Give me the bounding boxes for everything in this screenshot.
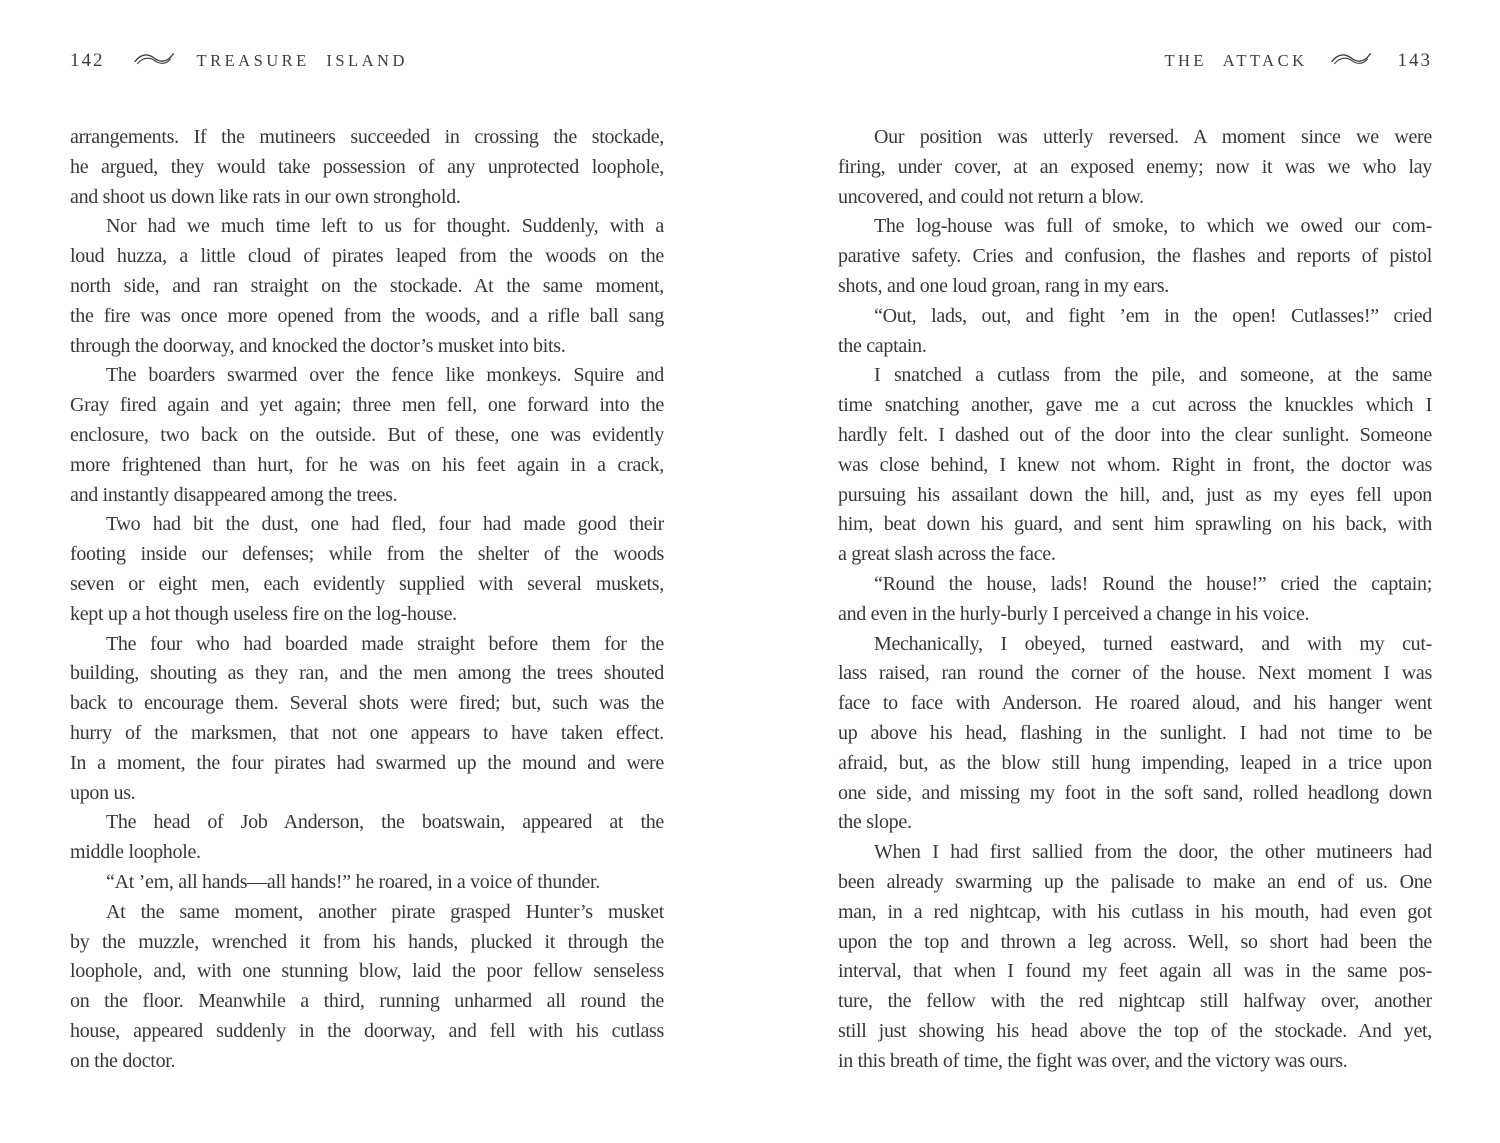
- text-line: When I had first sallied from the door, the other mutineers had: [874, 841, 1432, 864]
- text-line: man, in a red nightcap, with his cutlass in his mouth, had even got: [838, 900, 1432, 923]
- text-line: ture, the fellow with the red nightcap still halfway over, another: [838, 990, 1432, 1013]
- text-line: and shoot us down like rats in our own stronghold.: [70, 185, 461, 208]
- running-head-right: [838, 50, 1432, 72]
- page-left: [70, 0, 664, 1143]
- text-line: kept up a hot though useless fire on the log-house.: [70, 602, 457, 625]
- text-line: by the muzzle, wrenched it from his hands, plucked it through the: [70, 930, 664, 953]
- text-line: The log-house was full of smoke, to which we owed our com-: [874, 215, 1432, 238]
- text-line: interval, that when I found my feet again all was in the same pos-: [838, 960, 1432, 983]
- text-line: “At ’em, all hands—all hands!” he roared, in a voice of thunder.: [106, 870, 600, 893]
- text-line: shots, and one loud groan, rang in my ears.: [838, 274, 1169, 297]
- text-line: and even in the hurly-burly I perceived a change in his voice.: [838, 602, 1310, 625]
- body-text-left: [70, 123, 664, 1077]
- text-line: back to encourage them. Several shots were fired; but, such was the: [70, 692, 664, 715]
- text-line: Mechanically, I obeyed, turned eastward, and with my cut-: [874, 632, 1432, 655]
- swash-ornament-icon: [1330, 51, 1372, 71]
- body-text-right: [838, 123, 1432, 1077]
- text-line: face to face with Anderson. He roared aloud, and his hanger went: [838, 692, 1432, 715]
- text-line: firing, under cover, at an exposed enemy; now it was we who lay: [838, 155, 1432, 178]
- text-line: afraid, but, as the blow still hung impending, leaped in a trice upon: [838, 751, 1432, 774]
- text-line: on the doctor.: [70, 1049, 176, 1072]
- text-line: Two had bit the dust, one had fled, four had made good their: [106, 513, 664, 536]
- page-number-left: 142: [70, 50, 105, 71]
- text-line: in this breath of time, the fight was over, and the victory was ours.: [838, 1049, 1348, 1072]
- text-line: still just showing his head above the top of the stockade. And yet,: [838, 1019, 1432, 1042]
- text-line: Gray fired again and yet again; three men fell, one forward into the: [70, 394, 664, 417]
- text-line: was close behind, I knew not whom. Right in front, the doctor was: [838, 453, 1432, 476]
- text-line: hardly felt. I dashed out of the door into the clear sunlight. Someone: [838, 423, 1432, 446]
- text-line: upon us.: [70, 781, 136, 804]
- page-number-right: 143: [1397, 50, 1432, 71]
- text-line: the fire was once more opened from the woods, and a rifle ball sang: [70, 304, 664, 327]
- text-line: seven or eight men, each evidently supplied with several muskets,: [70, 572, 664, 595]
- text-line: the captain.: [838, 334, 927, 357]
- text-line: Nor had we much time left to us for thought. Suddenly, with a: [106, 215, 664, 238]
- text-line: up above his head, flashing in the sunlight. I had not time to be: [838, 721, 1432, 744]
- text-line: hurry of the marksmen, that not one appears to have taken effect.: [70, 721, 664, 744]
- running-head-left: [70, 50, 664, 72]
- swash-ornament-icon: [133, 51, 175, 71]
- text-line: At the same moment, another pirate grasped Hunter’s musket: [106, 900, 664, 923]
- text-line: time snatching another, gave me a cut across the knuckles which I: [838, 394, 1432, 417]
- text-line: through the doorway, and knocked the doctor’s musket into bits.: [70, 334, 566, 357]
- text-line: enclosure, two back on the outside. But of these, one was evidently: [70, 423, 664, 446]
- text-line: more frightened than hurt, for he was on his feet again in a crack,: [70, 453, 664, 476]
- text-line: house, appeared suddenly in the doorway, and fell with his cutlass: [70, 1019, 664, 1042]
- text-line: “Round the house, lads! Round the house!” cried the captain;: [874, 572, 1432, 595]
- text-line: building, shouting as they ran, and the men among the trees shouted: [70, 662, 664, 685]
- text-line: The head of Job Anderson, the boatswain, appeared at the: [106, 811, 664, 834]
- text-line: pursuing his assailant down the hill, and, just as my eyes fell upon: [838, 483, 1432, 506]
- running-title-left: TREASURE ISLAND: [196, 51, 408, 70]
- text-line: arrangements. If the mutineers succeeded in crossing the stockade,: [70, 126, 664, 148]
- text-line: on the floor. Meanwhile a third, running unharmed all round the: [70, 990, 664, 1013]
- text-line: upon the top and thrown a leg across. Well, so short had been the: [838, 930, 1432, 953]
- text-line: the slope.: [838, 811, 912, 834]
- text-line: he argued, they would take possession of any unprotected loophole,: [70, 155, 664, 178]
- text-line: In a moment, the four pirates had swarmed up the mound and were: [70, 751, 664, 774]
- text-line: I snatched a cutlass from the pile, and someone, at the same: [874, 364, 1432, 387]
- text-line: loophole, and, with one stunning blow, laid the poor fellow senseless: [70, 960, 664, 983]
- text-line: footing inside our defenses; while from the shelter of the woods: [70, 543, 664, 566]
- page-right: [838, 0, 1432, 1143]
- text-line: “Out, lads, out, and fight ’em in the open! Cutlasses!” cried: [874, 304, 1432, 327]
- text-line: and instantly disappeared among the trees.: [70, 483, 398, 506]
- running-title-right: THE ATTACK: [1164, 51, 1308, 70]
- text-line: him, beat down his guard, and sent him sprawling on his back, with: [838, 513, 1432, 536]
- text-line: middle loophole.: [70, 841, 201, 864]
- text-line: The boarders swarmed over the fence like monkeys. Squire and: [106, 364, 664, 387]
- text-line: loud huzza, a little cloud of pirates leaped from the woods on the: [70, 245, 664, 268]
- text-line: The four who had boarded made straight before them for the: [106, 632, 664, 655]
- text-line: uncovered, and could not return a blow.: [838, 185, 1144, 208]
- text-line: lass raised, ran round the corner of the house. Next moment I was: [838, 662, 1432, 685]
- text-line: north side, and ran straight on the stockade. At the same moment,: [70, 274, 664, 297]
- text-line: Our position was utterly reversed. A moment since we were: [874, 126, 1432, 148]
- text-line: a great slash across the face.: [838, 543, 1056, 566]
- text-line: parative safety. Cries and confusion, the flashes and reports of pistol: [838, 245, 1432, 268]
- text-line: one side, and missing my foot in the soft sand, rolled headlong down: [838, 781, 1432, 804]
- text-line: been already swarming up the palisade to make an end of us. One: [838, 870, 1432, 893]
